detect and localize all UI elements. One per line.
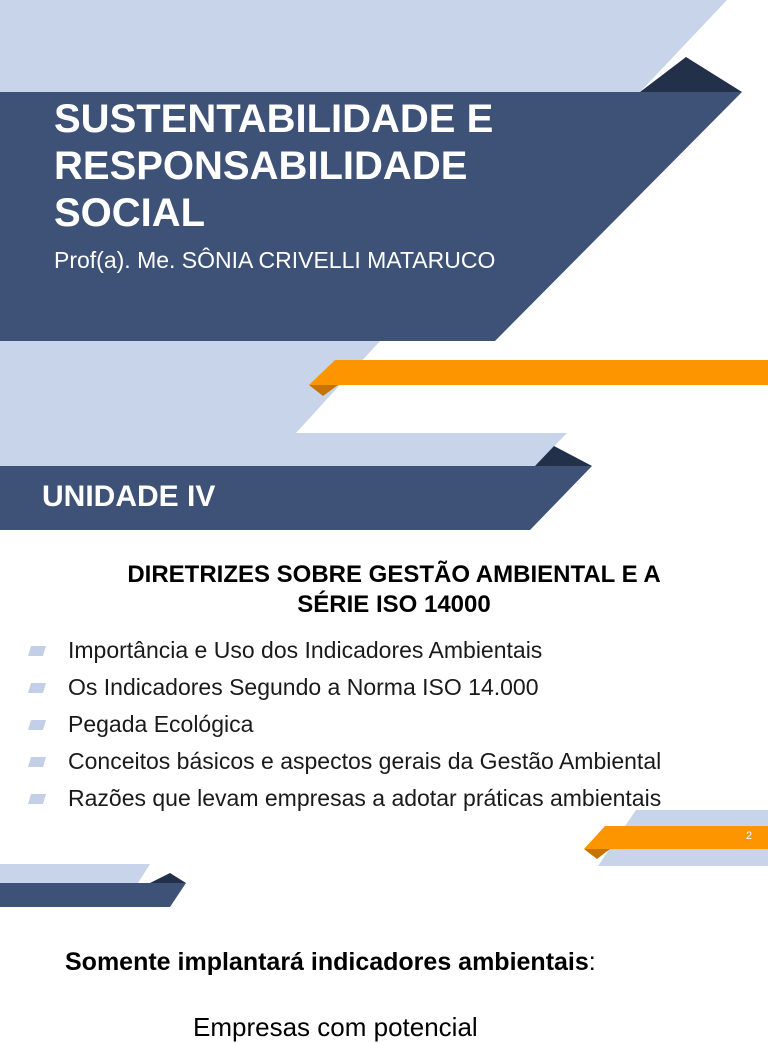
bullet-icon xyxy=(28,646,46,656)
topic-text: Os Indicadores Segundo a Norma ISO 14.000 xyxy=(68,674,539,700)
next-slide-partial-line: Empresas com potencial xyxy=(193,1012,478,1042)
title-line: SOCIAL xyxy=(54,191,206,235)
heading-line: DIRETRIZES SOBRE GESTÃO AMBIENTAL E A xyxy=(127,561,661,588)
slide-title xyxy=(54,96,574,237)
professor-name: Prof(a). Me. SÔNIA CRIVELLI MATARUCO xyxy=(54,247,496,273)
next-slide-heading-text: Somente implantará indicadores ambientais xyxy=(65,948,589,976)
unit-label: UNIDADE IV xyxy=(42,480,216,513)
list-item xyxy=(28,743,661,780)
light-band-unit xyxy=(0,433,567,466)
navy-band-bottom xyxy=(0,883,186,907)
dark-fold-bottom xyxy=(150,873,186,883)
list-item xyxy=(28,780,661,817)
bullet-icon xyxy=(28,720,46,730)
topic-text: Importância e Uso dos Indicadores Ambientais xyxy=(68,637,543,663)
list-item xyxy=(28,706,661,743)
next-slide-heading-colon: : xyxy=(588,948,596,976)
title-line: SUSTENTABILIDADE E xyxy=(54,97,494,141)
bullet-icon xyxy=(28,683,46,693)
bullet-icon xyxy=(28,757,46,767)
topic-list xyxy=(28,632,661,817)
orange-stripe-middle xyxy=(309,360,768,385)
list-item xyxy=(28,632,661,669)
light-band-top xyxy=(0,0,727,92)
section-heading xyxy=(60,560,728,620)
orange-stripe-bottom xyxy=(584,826,768,849)
bullet-icon xyxy=(28,794,46,804)
heading-line: SÉRIE ISO 14000 xyxy=(297,591,491,618)
topic-text: Pegada Ecológica xyxy=(68,711,254,737)
topic-text: Conceitos básicos e aspectos gerais da Gestão Ambiental xyxy=(68,748,662,774)
next-slide-heading xyxy=(65,948,596,977)
page-number: 2 xyxy=(746,830,753,842)
topic-text: Razões que levam empresas a adotar práticas ambientais xyxy=(68,785,662,811)
title-line: RESPONSABILIDADE xyxy=(54,144,468,188)
light-band-bottom-left xyxy=(0,864,150,883)
list-item xyxy=(28,669,661,706)
